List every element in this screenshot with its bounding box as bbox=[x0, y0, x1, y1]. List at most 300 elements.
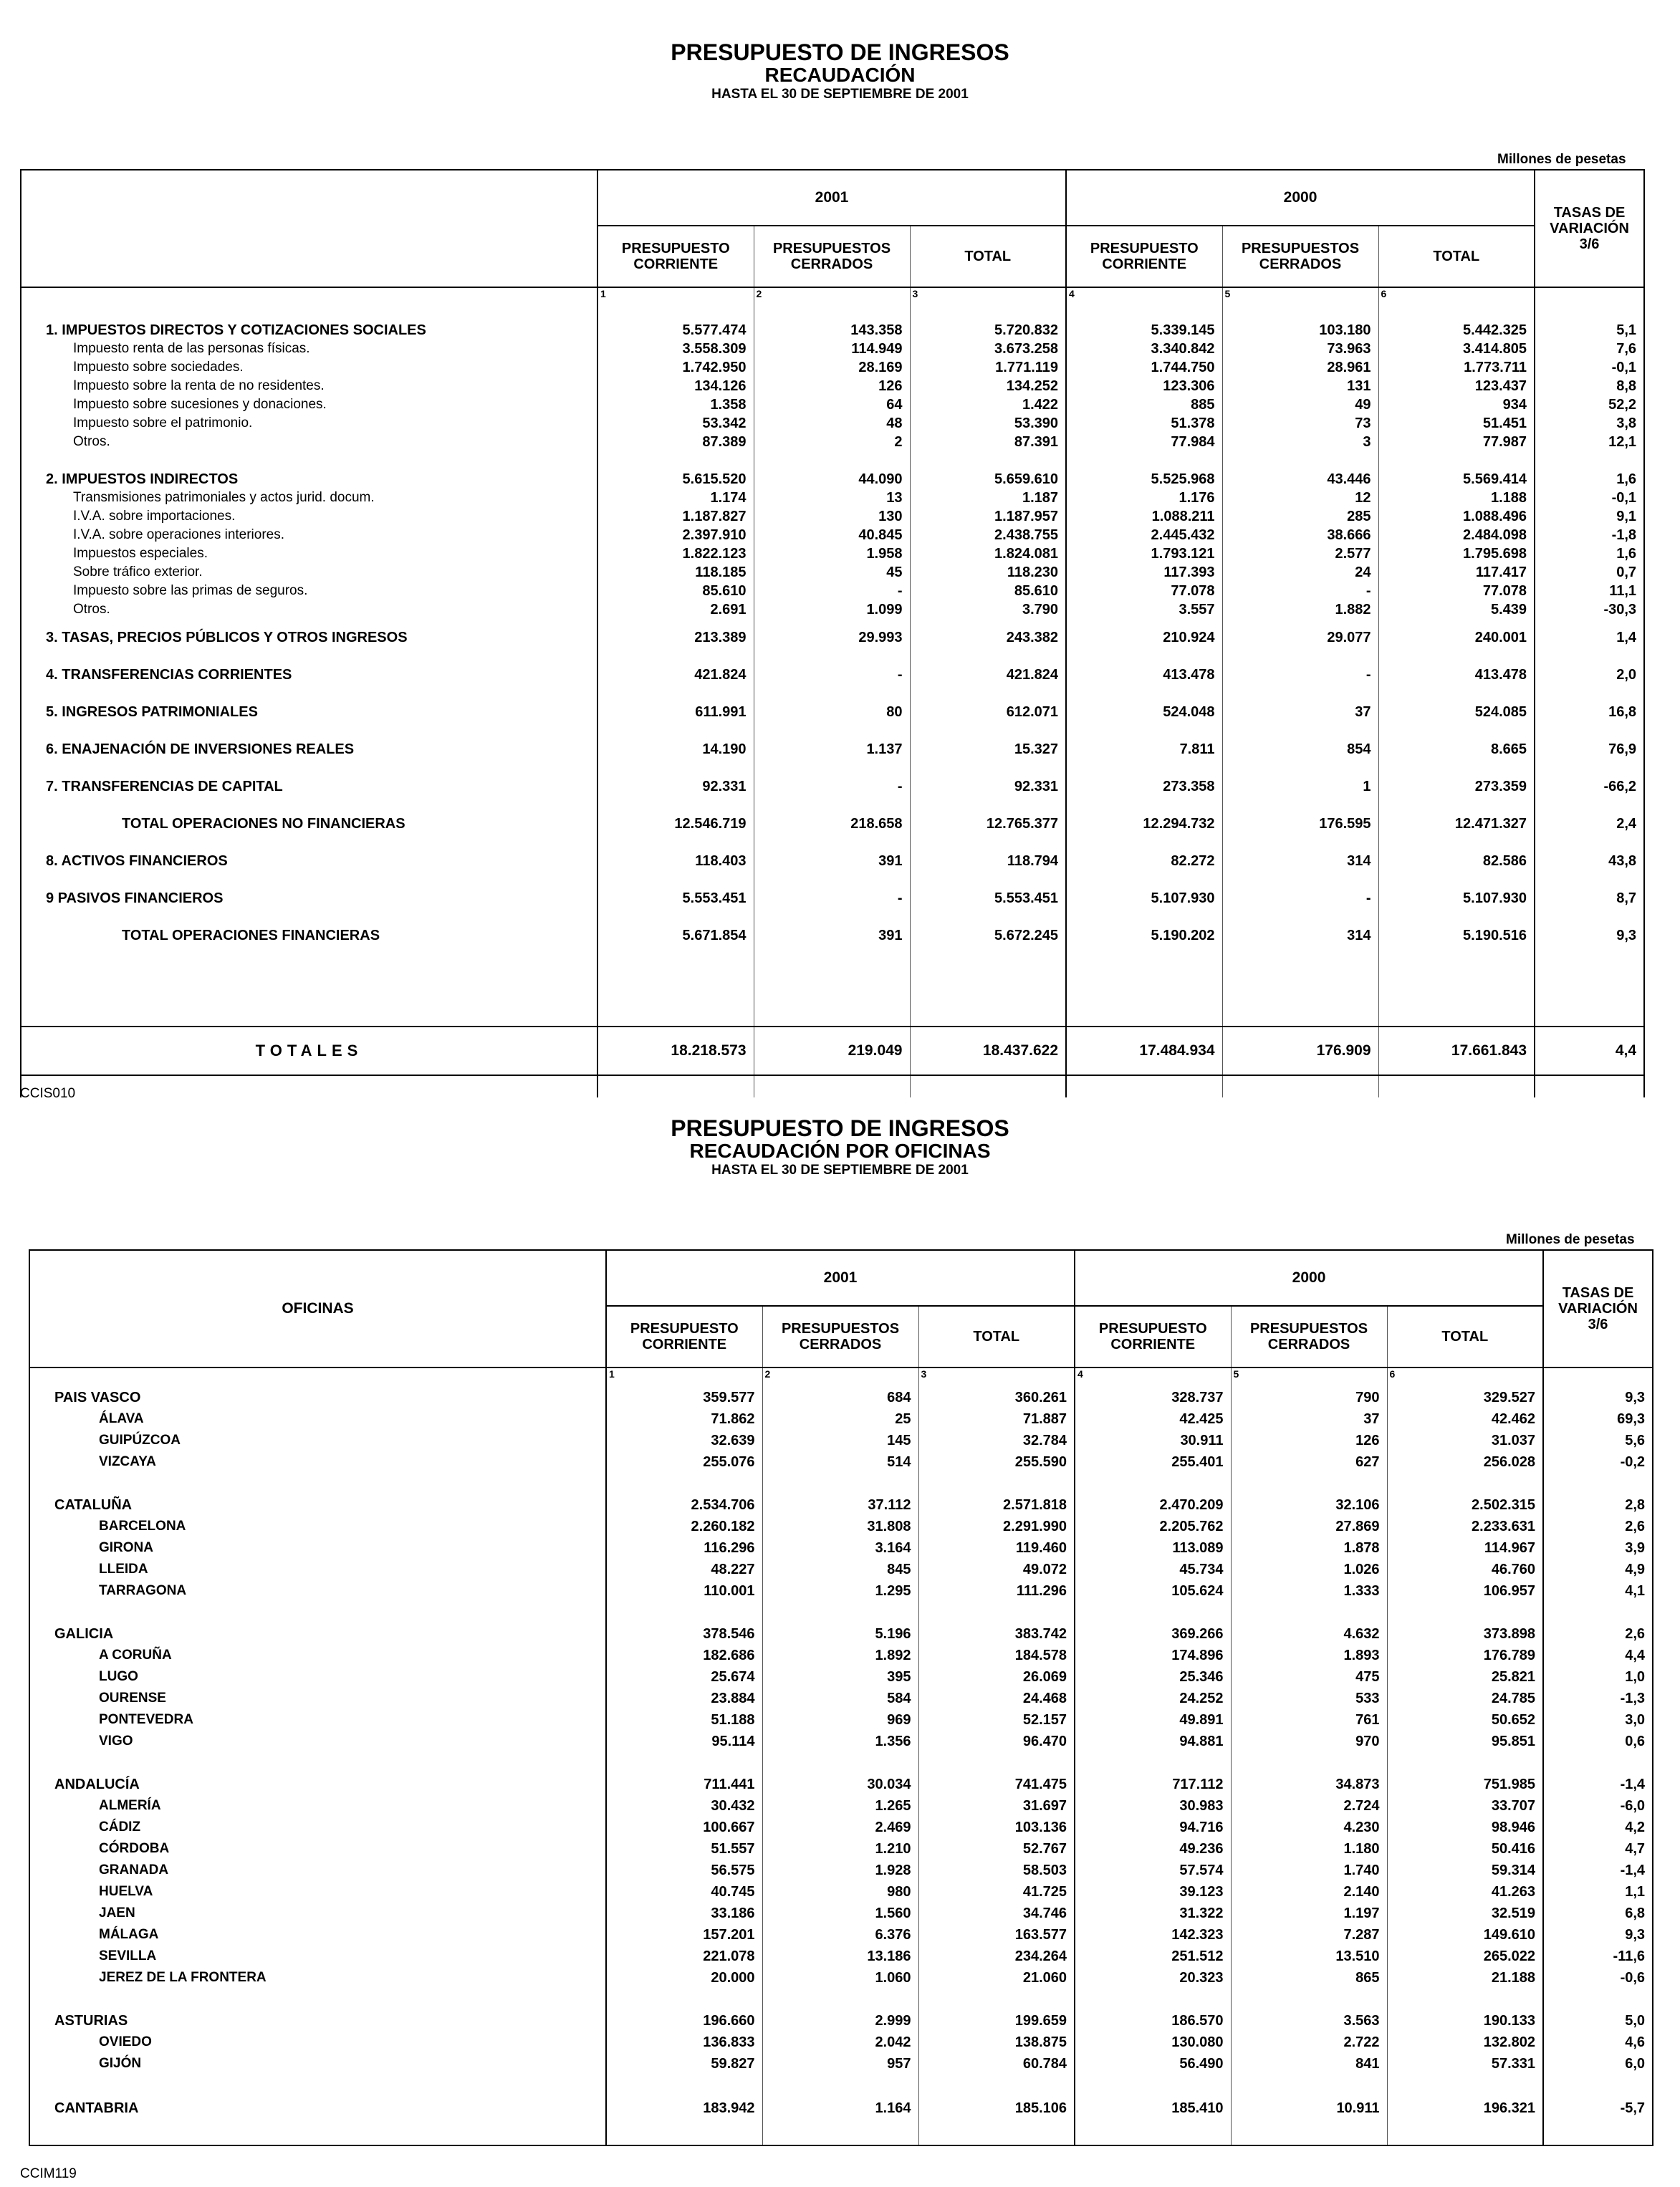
amount-value: 51.378 bbox=[1066, 414, 1222, 433]
amount-value: 49.236 bbox=[1075, 1838, 1231, 1860]
total-header: TOTAL bbox=[918, 1306, 1075, 1368]
row-label: CÓRDOBA bbox=[29, 1838, 606, 1860]
variation-value: 7,6 bbox=[1535, 340, 1644, 358]
amount-value: 53.342 bbox=[597, 414, 754, 433]
amount-value: 113.089 bbox=[1075, 1537, 1231, 1559]
row-label: Impuestos especiales. bbox=[21, 544, 597, 563]
amount-value: 51.451 bbox=[1378, 414, 1535, 433]
amount-value: 21.060 bbox=[918, 1967, 1075, 1989]
amount-value: 3.790 bbox=[910, 600, 1066, 619]
row-label: GRANADA bbox=[29, 1860, 606, 1881]
presupuestos-cerrados-line: CERRADOS bbox=[790, 256, 873, 272]
amount-value: 20.323 bbox=[1075, 1967, 1231, 1989]
amount-value: 2.445.432 bbox=[1066, 526, 1222, 544]
amount-value: 627 bbox=[1231, 1451, 1387, 1473]
amount-value: 126 bbox=[754, 377, 910, 395]
amount-value: 56.575 bbox=[606, 1860, 762, 1881]
amount-value: 1.560 bbox=[762, 1903, 918, 1924]
amount-value: 80 bbox=[754, 693, 910, 731]
row-label: 2. IMPUESTOS INDIRECTOS bbox=[21, 470, 597, 489]
amount-value: 92.331 bbox=[597, 768, 754, 805]
amount-value: 196.321 bbox=[1387, 2096, 1543, 2120]
amount-value bbox=[606, 1752, 762, 1774]
amount-value: 184.578 bbox=[918, 1645, 1075, 1666]
table-row bbox=[21, 489, 1644, 507]
amount-value: 1.164 bbox=[762, 2096, 918, 2120]
variation-value: -6,0 bbox=[1543, 1795, 1653, 1817]
spacer-row bbox=[21, 1075, 1644, 1097]
row-label: HUELVA bbox=[29, 1881, 606, 1903]
amount-value: 5.107.930 bbox=[1378, 880, 1535, 917]
grand-total-value: 4,4 bbox=[1535, 1027, 1644, 1075]
amount-value: 1.356 bbox=[762, 1731, 918, 1752]
amount-value: 957 bbox=[762, 2053, 918, 2075]
table-row bbox=[21, 731, 1644, 768]
amount-value: 1.822.123 bbox=[597, 544, 754, 563]
amount-value: 73 bbox=[1222, 414, 1378, 433]
grand-total-value: 17.661.843 bbox=[1378, 1027, 1535, 1075]
amount-value bbox=[1231, 1473, 1387, 1494]
amount-value: 3.563 bbox=[1231, 2010, 1387, 2032]
amount-value: 221.078 bbox=[606, 1946, 762, 1967]
amount-value: 1.088.211 bbox=[1066, 507, 1222, 526]
amount-value: 5.107.930 bbox=[1066, 880, 1222, 917]
amount-value: 413.478 bbox=[1066, 656, 1222, 693]
amount-value: 100.667 bbox=[606, 1817, 762, 1838]
column-number bbox=[762, 1368, 918, 1384]
variation-value: -30,3 bbox=[1535, 600, 1644, 619]
amount-value: 77.987 bbox=[1378, 433, 1535, 451]
amount-value: 21.188 bbox=[1387, 1967, 1543, 1989]
amount-value bbox=[1231, 1602, 1387, 1623]
amount-value bbox=[1075, 1752, 1231, 1774]
amount-value bbox=[1231, 2120, 1387, 2145]
amount-value: 2 bbox=[754, 433, 910, 451]
grand-total-value: 17.484.934 bbox=[1066, 1027, 1222, 1075]
presupuestos-cerrados-header bbox=[754, 226, 910, 287]
amount-value: 524.048 bbox=[1066, 693, 1222, 731]
table-row bbox=[21, 582, 1644, 600]
amount-value: 49 bbox=[1222, 395, 1378, 414]
variation-value: 52,2 bbox=[1535, 395, 1644, 414]
row-label: TOTAL OPERACIONES FINANCIERAS bbox=[21, 917, 597, 954]
presupuesto-corriente-line: CORRIENTE bbox=[642, 1337, 727, 1352]
column-number-text: 1 bbox=[600, 288, 606, 299]
amount-value: - bbox=[754, 880, 910, 917]
province-row bbox=[29, 1559, 1653, 1580]
amount-value: 5.569.414 bbox=[1378, 470, 1535, 489]
variation-value: 8,8 bbox=[1535, 377, 1644, 395]
spacer-cell bbox=[21, 287, 597, 304]
spacer-cell bbox=[1543, 1368, 1653, 1384]
row-label: ASTURIAS bbox=[29, 2010, 606, 2032]
province-row bbox=[29, 2053, 1653, 2075]
amount-value: 111.296 bbox=[918, 1580, 1075, 1602]
row-label: ANDALUCÍA bbox=[29, 1774, 606, 1795]
amount-value: 391 bbox=[754, 842, 910, 880]
amount-value: 1.187.957 bbox=[910, 507, 1066, 526]
province-row bbox=[29, 1537, 1653, 1559]
amount-value: 273.358 bbox=[1066, 768, 1222, 805]
amount-value bbox=[1222, 304, 1378, 321]
amount-value: 2.438.755 bbox=[910, 526, 1066, 544]
row-label: 9 PASIVOS FINANCIEROS bbox=[21, 880, 597, 917]
row-label: CANTABRIA bbox=[29, 2096, 606, 2120]
presupuestos-cerrados-line: PRESUPUESTOS bbox=[1241, 241, 1360, 256]
amount-value: 1.892 bbox=[762, 1645, 918, 1666]
presupuesto-corriente-line: PRESUPUESTO bbox=[630, 1321, 739, 1337]
column-number bbox=[754, 287, 910, 304]
amount-value: 240.001 bbox=[1378, 619, 1535, 656]
amount-value: 12.294.732 bbox=[1066, 805, 1222, 842]
amount-value: 684 bbox=[762, 1387, 918, 1408]
amount-value: 5.339.145 bbox=[1066, 321, 1222, 340]
amount-value bbox=[606, 1989, 762, 2010]
amount-value: 2.205.762 bbox=[1075, 1516, 1231, 1537]
row-label: TARRAGONA bbox=[29, 1580, 606, 1602]
amount-value: 117.417 bbox=[1378, 563, 1535, 582]
amount-value: 1.099 bbox=[754, 600, 910, 619]
amount-value: 116.296 bbox=[606, 1537, 762, 1559]
column-number bbox=[1066, 287, 1222, 304]
amount-value: 12.765.377 bbox=[910, 805, 1066, 842]
amount-value: 42.425 bbox=[1075, 1408, 1231, 1430]
amount-value: 3.558.309 bbox=[597, 340, 754, 358]
amount-value: 49.891 bbox=[1075, 1709, 1231, 1731]
amount-value: 980 bbox=[762, 1881, 918, 1903]
province-row bbox=[29, 1645, 1653, 1666]
amount-value: 5.553.451 bbox=[910, 880, 1066, 917]
amount-value: 45.734 bbox=[1075, 1559, 1231, 1580]
row-label: JAEN bbox=[29, 1903, 606, 1924]
region-row bbox=[29, 1623, 1653, 1645]
amount-value: 71.862 bbox=[606, 1408, 762, 1430]
amount-value: 30.911 bbox=[1075, 1430, 1231, 1451]
amount-value: 114.967 bbox=[1387, 1537, 1543, 1559]
column-number-text: 3 bbox=[921, 1368, 927, 1380]
spacer-row bbox=[29, 1602, 1653, 1623]
amount-value bbox=[1387, 1752, 1543, 1774]
amount-value: 134.252 bbox=[910, 377, 1066, 395]
amount-value: 118.403 bbox=[597, 842, 754, 880]
amount-value: 98.946 bbox=[1387, 1817, 1543, 1838]
variation-value: 9,3 bbox=[1535, 917, 1644, 954]
variation-value: -66,2 bbox=[1535, 768, 1644, 805]
table-row bbox=[21, 544, 1644, 563]
amount-value: - bbox=[1222, 656, 1378, 693]
amount-value bbox=[597, 1075, 754, 1097]
table1-date: HASTA EL 30 DE SEPTIEMBRE DE 2001 bbox=[711, 87, 969, 102]
amount-value: 117.393 bbox=[1066, 563, 1222, 582]
variation-value: 1,1 bbox=[1543, 1881, 1653, 1903]
amount-value: 1.824.081 bbox=[910, 544, 1066, 563]
amount-value bbox=[754, 451, 910, 470]
amount-value: 2.724 bbox=[1231, 1795, 1387, 1817]
amount-value: 85.610 bbox=[597, 582, 754, 600]
presupuesto-corriente-line: CORRIENTE bbox=[1102, 256, 1187, 272]
amount-value: 131 bbox=[1222, 377, 1378, 395]
row-label: 3. TASAS, PRECIOS PÚBLICOS Y OTROS INGRESOS bbox=[21, 619, 597, 656]
presupuestos-cerrados-line: PRESUPUESTOS bbox=[781, 1321, 900, 1337]
variation-value bbox=[1543, 1752, 1653, 1774]
table1 bbox=[20, 169, 1645, 1097]
table2-date: HASTA EL 30 DE SEPTIEMBRE DE 2001 bbox=[711, 1163, 969, 1178]
amount-value: 369.266 bbox=[1075, 1623, 1231, 1645]
amount-value bbox=[762, 1989, 918, 2010]
amount-value: 186.570 bbox=[1075, 2010, 1231, 2032]
amount-value: 2.042 bbox=[762, 2032, 918, 2053]
row-label: Impuesto renta de las personas físicas. bbox=[21, 340, 597, 358]
variation-value: 2,6 bbox=[1543, 1516, 1653, 1537]
amount-value: 761 bbox=[1231, 1709, 1387, 1731]
amount-value: 1.358 bbox=[597, 395, 754, 414]
amount-value: 3.557 bbox=[1066, 600, 1222, 619]
amount-value: 2.999 bbox=[762, 2010, 918, 2032]
amount-value: 12.471.327 bbox=[1378, 805, 1535, 842]
amount-value: 885 bbox=[1066, 395, 1222, 414]
row-label bbox=[29, 1752, 606, 1774]
table1-title-block bbox=[0, 40, 1680, 103]
row-label bbox=[29, 2120, 606, 2145]
province-row bbox=[29, 1903, 1653, 1924]
amount-value: 48.227 bbox=[606, 1559, 762, 1580]
table2-title-block bbox=[0, 1116, 1680, 1179]
variation-value: 3,8 bbox=[1535, 414, 1644, 433]
amount-value bbox=[597, 304, 754, 321]
amount-value: 265.022 bbox=[1387, 1946, 1543, 1967]
amount-value: 49.072 bbox=[918, 1559, 1075, 1580]
spacer-row bbox=[29, 2075, 1653, 2096]
amount-value bbox=[910, 451, 1066, 470]
variation-value: 4,2 bbox=[1543, 1817, 1653, 1838]
amount-value: 37 bbox=[1222, 693, 1378, 731]
amount-value: 52.157 bbox=[918, 1709, 1075, 1731]
amount-value: 5.525.968 bbox=[1066, 470, 1222, 489]
amount-value bbox=[597, 954, 754, 1027]
amount-value: 2.484.098 bbox=[1378, 526, 1535, 544]
row-label: CATALUÑA bbox=[29, 1494, 606, 1516]
row-label bbox=[29, 1989, 606, 2010]
amount-value: 255.076 bbox=[606, 1451, 762, 1473]
row-label: ALMERÍA bbox=[29, 1795, 606, 1817]
column-number-text: 4 bbox=[1077, 1368, 1083, 1380]
variation-value bbox=[1543, 1602, 1653, 1623]
amount-value: 34.746 bbox=[918, 1903, 1075, 1924]
variation-value bbox=[1543, 2120, 1653, 2145]
row-label: ÁLAVA bbox=[29, 1408, 606, 1430]
amount-value: 24.785 bbox=[1387, 1688, 1543, 1709]
amount-value: 2.470.209 bbox=[1075, 1494, 1231, 1516]
column-number-text: 1 bbox=[609, 1368, 615, 1380]
amount-value: 37.112 bbox=[762, 1494, 918, 1516]
row-label: Otros. bbox=[21, 600, 597, 619]
amount-value: 514 bbox=[762, 1451, 918, 1473]
variation-value bbox=[1535, 304, 1644, 321]
amount-value: 1.176 bbox=[1066, 489, 1222, 507]
amount-value: 1.265 bbox=[762, 1795, 918, 1817]
province-row bbox=[29, 1516, 1653, 1537]
row-label: I.V.A. sobre operaciones interiores. bbox=[21, 526, 597, 544]
amount-value: 33.707 bbox=[1387, 1795, 1543, 1817]
amount-value: 25.821 bbox=[1387, 1666, 1543, 1688]
amount-value: 92.331 bbox=[910, 768, 1066, 805]
amount-value: 31.697 bbox=[918, 1795, 1075, 1817]
amount-value: 373.898 bbox=[1387, 1623, 1543, 1645]
row-label: VIGO bbox=[29, 1731, 606, 1752]
amount-value: 143.358 bbox=[754, 321, 910, 340]
amount-value: 391 bbox=[754, 917, 910, 954]
amount-value: 4.632 bbox=[1231, 1623, 1387, 1645]
amount-value: 48 bbox=[754, 414, 910, 433]
amount-value: 57.574 bbox=[1075, 1860, 1231, 1881]
amount-value: 1.893 bbox=[1231, 1645, 1387, 1666]
table-row bbox=[21, 693, 1644, 731]
presupuesto-corriente-header bbox=[1066, 226, 1222, 287]
amount-value: 2.397.910 bbox=[597, 526, 754, 544]
year-2000-header: 2000 bbox=[1075, 1250, 1543, 1306]
amount-value: 934 bbox=[1378, 395, 1535, 414]
amount-value: 53.390 bbox=[910, 414, 1066, 433]
amount-value: 60.784 bbox=[918, 2053, 1075, 2075]
amount-value: 421.824 bbox=[910, 656, 1066, 693]
amount-value: 395 bbox=[762, 1666, 918, 1688]
amount-value: 39.123 bbox=[1075, 1881, 1231, 1903]
amount-value: 25.346 bbox=[1075, 1666, 1231, 1688]
amount-value: 5.190.516 bbox=[1378, 917, 1535, 954]
amount-value: 77.078 bbox=[1066, 582, 1222, 600]
variation-value: 1,6 bbox=[1535, 470, 1644, 489]
amount-value: 15.327 bbox=[910, 731, 1066, 768]
total-header: TOTAL bbox=[910, 226, 1066, 287]
amount-value bbox=[606, 2120, 762, 2145]
amount-value: 865 bbox=[1231, 1967, 1387, 1989]
amount-value: 20.000 bbox=[606, 1967, 762, 1989]
total-header: TOTAL bbox=[1387, 1306, 1543, 1368]
column-number bbox=[1075, 1368, 1231, 1384]
row-label: Impuesto sobre el patrimonio. bbox=[21, 414, 597, 433]
tasas-header-line: TASAS DE bbox=[1553, 205, 1626, 221]
amount-value: 790 bbox=[1231, 1387, 1387, 1408]
province-row bbox=[29, 1709, 1653, 1731]
variation-value: 16,8 bbox=[1535, 693, 1644, 731]
table-row bbox=[21, 842, 1644, 880]
column-number-text: 3 bbox=[912, 288, 918, 299]
amount-value: 37 bbox=[1231, 1408, 1387, 1430]
amount-value: 413.478 bbox=[1378, 656, 1535, 693]
amount-value: 103.136 bbox=[918, 1817, 1075, 1838]
amount-value bbox=[918, 1989, 1075, 2010]
variation-value: 6,8 bbox=[1543, 1903, 1653, 1924]
variation-value: 2,0 bbox=[1535, 656, 1644, 693]
amount-value: 2.140 bbox=[1231, 1881, 1387, 1903]
row-label: LUGO bbox=[29, 1666, 606, 1688]
amount-value: 5.442.325 bbox=[1378, 321, 1535, 340]
region-row bbox=[29, 2010, 1653, 2032]
table-row bbox=[21, 340, 1644, 358]
amount-value: 123.306 bbox=[1066, 377, 1222, 395]
amount-value: 2.691 bbox=[597, 600, 754, 619]
amount-value: 5.439 bbox=[1378, 600, 1535, 619]
row-label bbox=[29, 2075, 606, 2096]
variation-value: -0,1 bbox=[1535, 358, 1644, 377]
amount-value: 378.546 bbox=[606, 1623, 762, 1645]
amount-value: 533 bbox=[1231, 1688, 1387, 1709]
amount-value bbox=[754, 954, 910, 1027]
amount-value bbox=[1075, 2075, 1231, 2096]
table2-code: CCIM119 bbox=[20, 2166, 77, 2181]
amount-value bbox=[1387, 1473, 1543, 1494]
amount-value: 1.188 bbox=[1378, 489, 1535, 507]
amount-value: 24.468 bbox=[918, 1688, 1075, 1709]
amount-value: 44.090 bbox=[754, 470, 910, 489]
amount-value: 255.401 bbox=[1075, 1451, 1231, 1473]
amount-value: 13.510 bbox=[1231, 1946, 1387, 1967]
amount-value bbox=[1231, 1752, 1387, 1774]
amount-value: 1.882 bbox=[1222, 600, 1378, 619]
amount-value bbox=[1222, 954, 1378, 1027]
row-label: 7. TRANSFERENCIAS DE CAPITAL bbox=[21, 768, 597, 805]
amount-value bbox=[1387, 2120, 1543, 2145]
table-row bbox=[21, 433, 1644, 451]
amount-value bbox=[1378, 954, 1535, 1027]
column-number bbox=[1387, 1368, 1543, 1384]
column-number bbox=[918, 1368, 1075, 1384]
amount-value bbox=[918, 2075, 1075, 2096]
variation-value: -0,6 bbox=[1543, 1967, 1653, 1989]
amount-value: 1.210 bbox=[762, 1838, 918, 1860]
variation-value: -0,2 bbox=[1543, 1451, 1653, 1473]
variation-value: 4,6 bbox=[1543, 2032, 1653, 2053]
amount-value: 314 bbox=[1222, 842, 1378, 880]
row-label: JEREZ DE LA FRONTERA bbox=[29, 1967, 606, 1989]
presupuestos-cerrados-header bbox=[1231, 1306, 1387, 1368]
amount-value: 41.263 bbox=[1387, 1881, 1543, 1903]
amount-value: 1.137 bbox=[754, 731, 910, 768]
row-label: GALICIA bbox=[29, 1623, 606, 1645]
amount-value: 87.389 bbox=[597, 433, 754, 451]
amount-value: 145 bbox=[762, 1430, 918, 1451]
amount-value: 2.722 bbox=[1231, 2032, 1387, 2053]
amount-value: 182.686 bbox=[606, 1645, 762, 1666]
amount-value: 1.795.698 bbox=[1378, 544, 1535, 563]
row-label: OVIEDO bbox=[29, 2032, 606, 2053]
presupuesto-corriente-line: CORRIENTE bbox=[1110, 1337, 1196, 1352]
amount-value: 42.462 bbox=[1387, 1408, 1543, 1430]
grand-total-label: TOTALES bbox=[21, 1027, 597, 1075]
amount-value: 2.469 bbox=[762, 1817, 918, 1838]
amount-value: 59.827 bbox=[606, 2053, 762, 2075]
amount-value: - bbox=[754, 656, 910, 693]
amount-value: 3.414.805 bbox=[1378, 340, 1535, 358]
variation-value: 0,7 bbox=[1535, 563, 1644, 582]
row-label: 4. TRANSFERENCIAS CORRIENTES bbox=[21, 656, 597, 693]
row-label: MÁLAGA bbox=[29, 1924, 606, 1946]
spacer-row bbox=[21, 304, 1644, 321]
variation-value: 6,0 bbox=[1543, 2053, 1653, 2075]
grand-total-value: 18.218.573 bbox=[597, 1027, 754, 1075]
tasas-header-line: TASAS DE bbox=[1562, 1285, 1634, 1301]
amount-value bbox=[1075, 1473, 1231, 1494]
amount-value: 329.527 bbox=[1387, 1387, 1543, 1408]
amount-value: 285 bbox=[1222, 507, 1378, 526]
column-number bbox=[1231, 1368, 1387, 1384]
amount-value: 751.985 bbox=[1387, 1774, 1543, 1795]
amount-value: 52.767 bbox=[918, 1838, 1075, 1860]
presupuesto-corriente-line: PRESUPUESTO bbox=[1098, 1321, 1207, 1337]
amount-value: 30.034 bbox=[762, 1774, 918, 1795]
variation-value: 2,6 bbox=[1543, 1623, 1653, 1645]
amount-value: 190.133 bbox=[1387, 2010, 1543, 2032]
